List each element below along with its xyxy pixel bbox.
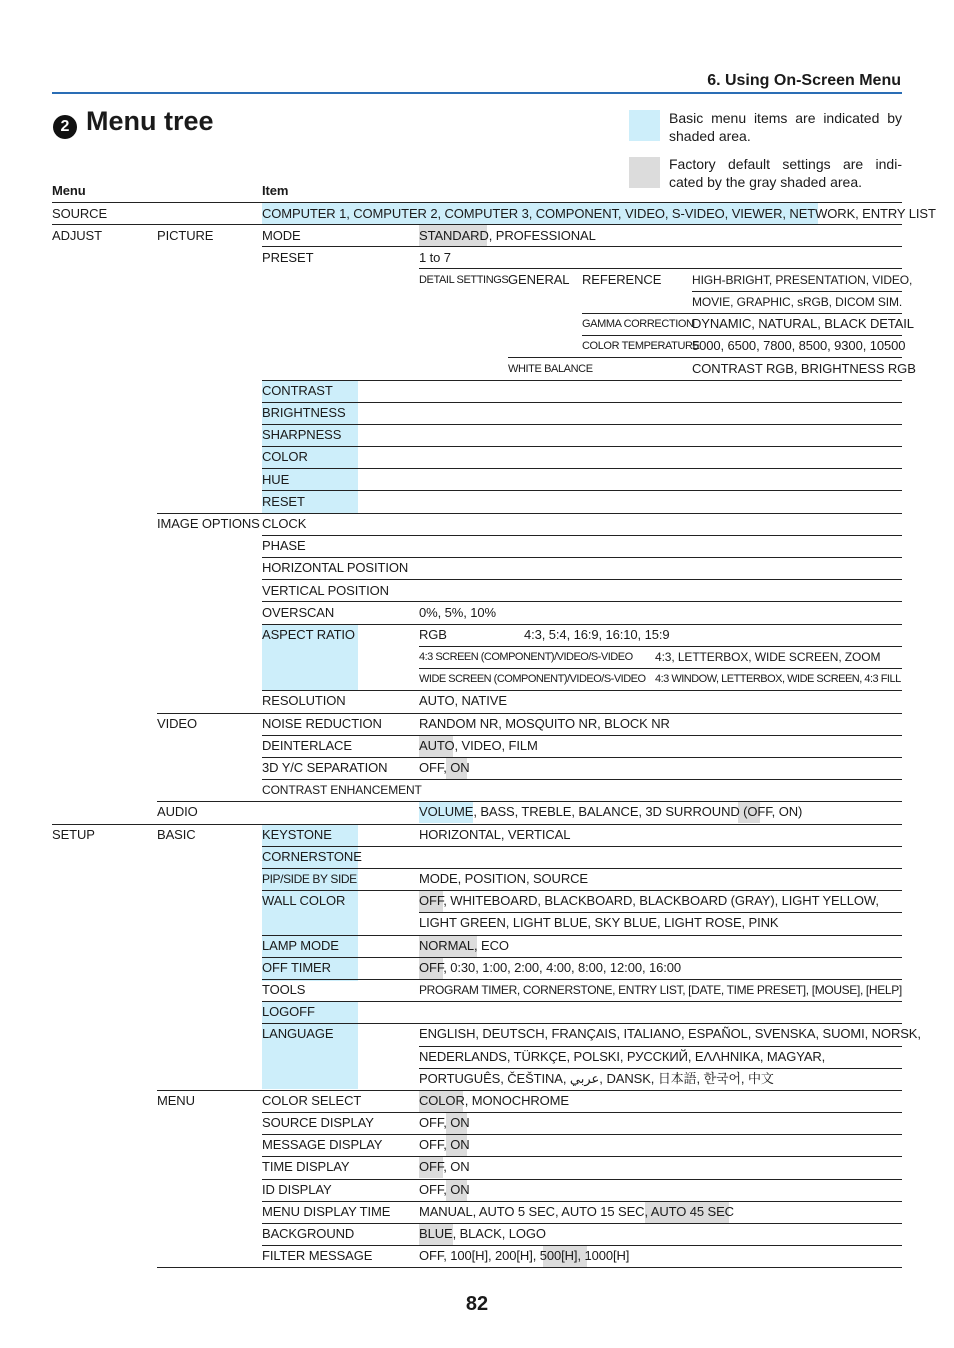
lamp-values (419, 936, 509, 956)
aspect-rgb-values: 4:3, 5:4, 16:9, 16:10, 15:9 (524, 627, 670, 642)
rule (262, 468, 902, 469)
rule (262, 935, 902, 936)
deint-auto: AUTO (419, 738, 455, 753)
rule (508, 357, 902, 358)
item-keystone: KEYSTONE (262, 827, 332, 842)
menutime-values (419, 1202, 734, 1222)
aspect-rgb: RGB (419, 627, 447, 642)
rule (52, 202, 902, 203)
item-preset: PRESET (262, 250, 314, 265)
page-title: Menu tree (86, 106, 214, 136)
lamp-eco: ECO (477, 938, 509, 953)
rule (157, 1267, 902, 1268)
background-values (419, 1224, 546, 1244)
timedisp-values (419, 1157, 470, 1177)
item-off-timer: OFF TIMER (262, 960, 331, 975)
title-number-badge (53, 115, 77, 139)
rule (419, 268, 902, 269)
white-balance: WHITE BALANCE (508, 363, 593, 375)
filter-values (419, 1246, 629, 1266)
offtimer-rest: , 0:30, 1:00, 2:00, 4:00, 8:00, 12:00, 16:00 (443, 960, 682, 975)
on-option: , ON (443, 1159, 470, 1174)
colorsel-color: COLOR (419, 1093, 465, 1108)
filter-options-b: , 1000[H] (577, 1248, 630, 1263)
rule (262, 380, 902, 381)
filter-options-a: OFF, 100[H], 200[H], (419, 1248, 540, 1263)
yc-off: OFF, (419, 760, 451, 775)
bg-blue: BLUE (419, 1226, 453, 1241)
item-3d-yc: 3D Y/C SEPARATION (262, 760, 388, 775)
mode-standard: STANDARD (419, 228, 489, 243)
col-item-header: Item (262, 183, 289, 198)
submenu-menu: MENU (157, 1093, 195, 1108)
rule (262, 490, 902, 491)
submenu-video: VIDEO (157, 716, 197, 731)
item-contrast-enhancement: CONTRAST ENHANCEMENT (262, 783, 422, 797)
noise-values: RANDOM NR, MOSQUITO NR, BLOCK NR (419, 716, 670, 731)
header-rule (52, 92, 902, 94)
rule (262, 1156, 902, 1157)
wall-values-2: LIGHT GREEN, LIGHT BLUE, SKY BLUE, LIGHT ROSE, PINK (419, 915, 779, 930)
lamp-normal: NORMAL, (419, 938, 478, 953)
deinterlace-values (419, 736, 538, 756)
off-option: OFF (419, 1159, 444, 1174)
item-color-select: COLOR SELECT (262, 1093, 362, 1108)
aspect-wide-screen: WIDE SCREEN (COMPONENT)/VIDEO/S-VIDEO (419, 673, 646, 685)
rule (262, 579, 902, 580)
rule (262, 1001, 902, 1002)
offtimer-values (419, 958, 681, 978)
legend-default-text (669, 155, 902, 191)
aspect-wide-values: 4:3 WINDOW, LETTERBOX, WIDE SCREEN, 4:3 FILL (655, 673, 901, 685)
item-contrast: CONTRAST (262, 383, 333, 398)
item-vertical-position: VERTICAL POSITION (262, 583, 389, 598)
submenu-image-options: IMAGE OPTIONS (157, 516, 260, 531)
rule (262, 1179, 902, 1180)
rule (262, 246, 902, 247)
language-values-2: NEDERLANDS, TÜRKÇE, POLSKI, РУССКИЙ, ΕΛΛΗΝΙΚΑ, MAGYAR, (419, 1049, 826, 1064)
source-items (262, 204, 936, 224)
item-color: COLOR (262, 449, 308, 464)
item-phase: PHASE (262, 538, 306, 553)
item-brightness: BRIGHTNESS (262, 405, 346, 420)
general: GENERAL (508, 272, 570, 287)
reference-values-1: HIGH-BRIGHT, PRESENTATION, VIDEO, (692, 273, 913, 287)
item-reset: RESET (262, 494, 305, 509)
menutime-options: MANUAL, AUTO 5 SEC, AUTO 15 SEC, (419, 1204, 651, 1219)
rule (262, 446, 902, 447)
item-hue: HUE (262, 472, 290, 487)
wall-rest: WHITEBOARD, BLACKBOARD, BLACKBOARD (GRAY), LIGHT YELLOW, (446, 893, 879, 908)
offtimer-off: OFF (419, 960, 444, 975)
wall-values-1 (419, 891, 879, 911)
on-option: ON (450, 1115, 470, 1130)
rule (262, 1223, 902, 1224)
item-horizontal-position: HORIZONTAL POSITION (262, 560, 409, 575)
legend-default-line1: Factory default settings are indi- (669, 156, 902, 172)
legend-blue-swatch (629, 110, 660, 141)
reference-values-2: MOVIE, GRAPHIC, sRGB, DICOM SIM. (692, 295, 903, 309)
on-option: ON (450, 1182, 470, 1197)
menutime-default: AUTO 45 SEC (650, 1204, 734, 1219)
submenu-audio: AUDIO (157, 804, 198, 819)
colorsel-mono: , MONOCHROME (464, 1093, 569, 1108)
audio-volume: VOLUME (419, 804, 474, 819)
pip-values: MODE, POSITION, SOURCE (419, 871, 588, 886)
item-wall-color: WALL COLOR (262, 893, 346, 908)
off-option: OFF, (419, 1137, 451, 1152)
srcdisp-values (419, 1113, 470, 1133)
on-option: ON (450, 1137, 470, 1152)
rule (262, 690, 902, 691)
item-background: BACKGROUND (262, 1226, 355, 1241)
color-temperature: COLOR TEMPERATURE (582, 340, 700, 352)
page-number: 82 (465, 1293, 489, 1315)
item-time-display: TIME DISPLAY (262, 1159, 350, 1174)
deint-rest: , VIDEO, FILM (454, 738, 538, 753)
legend-default-line2: cated by the gray shaded area. (669, 174, 863, 190)
mode-professional: , PROFESSIONAL (488, 228, 596, 243)
menu-setup: SETUP (52, 827, 95, 842)
title-number: 2 (60, 118, 70, 135)
legend-basic-line2: shaded area. (669, 128, 751, 144)
mode-values (419, 226, 596, 246)
item-sharpness: SHARPNESS (262, 427, 342, 442)
tools-values: PROGRAM TIMER, CORNERSTONE, ENTRY LIST, [DATE, TIME PRESET], [MOUSE], [HELP] (419, 983, 902, 997)
preset-value: 1 to 7 (419, 250, 451, 265)
colorsel-values (419, 1091, 569, 1111)
off-option: OFF, (419, 1182, 451, 1197)
item-resolution: RESOLUTION (262, 693, 346, 708)
source-list: COMPUTER 1, COMPUTER 2, COMPUTER 3, COMPONENT, VIDEO, S-VIDEO, VIEWER, NETWORK (262, 206, 856, 221)
section-title: 6. Using On-Screen Menu (707, 72, 901, 89)
source-entry-list: , ENTRY LIST (855, 206, 936, 221)
iddisp-values (419, 1180, 470, 1200)
legend-basic-text (669, 109, 902, 145)
white-balance-values: CONTRAST RGB, BRIGHTNESS RGB (692, 361, 916, 376)
submenu-basic: BASIC (157, 827, 196, 842)
item-deinterlace: DEINTERLACE (262, 738, 352, 753)
aspect-43-screen: 4:3 SCREEN (COMPONENT)/VIDEO/S-VIDEO (419, 651, 633, 663)
off-option: OFF, (419, 1115, 451, 1130)
item-message-display: MESSAGE DISPLAY (262, 1137, 383, 1152)
legend-basic-line1: Basic menu items are indicated by (669, 110, 902, 126)
item-tools: TOOLS (262, 982, 306, 997)
audio-off: OFF (747, 804, 772, 819)
rule (262, 424, 902, 425)
item-lamp-mode: LAMP MODE (262, 938, 339, 953)
audio-values (419, 802, 802, 822)
audio-items: , BASS, TREBLE, BALANCE, 3D SURROUND ( (473, 804, 748, 819)
yc-on: ON (450, 760, 470, 775)
rule (262, 735, 902, 736)
wall-off: OFF, (419, 893, 447, 908)
rule (52, 224, 902, 225)
detail-settings: DETAIL SETTINGS (419, 274, 509, 286)
legend-gray-swatch (629, 157, 660, 188)
item-noise-reduction: NOISE REDUCTION (262, 716, 382, 731)
item-menu-display-time: MENU DISPLAY TIME (262, 1204, 391, 1219)
item-id-display: ID DISPLAY (262, 1182, 332, 1197)
rule (262, 535, 902, 536)
aspect-43-values: 4:3, LETTERBOX, WIDE SCREEN, ZOOM (655, 650, 881, 664)
bg-rest: , BLACK, LOGO (452, 1226, 546, 1241)
rule (262, 402, 902, 403)
yc-values (419, 758, 470, 778)
rule (262, 601, 902, 602)
item-clock: CLOCK (262, 516, 307, 531)
menu-source: SOURCE (52, 206, 108, 221)
item-mode: MODE (262, 228, 301, 243)
menu-adjust: ADJUST (52, 228, 102, 243)
item-aspect-ratio: ASPECT RATIO (262, 627, 355, 642)
col-menu-header: Menu (52, 183, 86, 198)
gamma-correction: GAMMA CORRECTION (582, 318, 694, 330)
msgdisp-values (419, 1135, 470, 1155)
gamma-values: DYNAMIC, NATURAL, BLACK DETAIL (692, 316, 914, 331)
keystone-values: HORIZONTAL, VERTICAL (419, 827, 571, 842)
item-source-display: SOURCE DISPLAY (262, 1115, 374, 1130)
audio-end: , ON) (771, 804, 803, 819)
item-pip: PIP/SIDE BY SIDE (262, 872, 357, 886)
item-cornerstone: CORNERSTONE (262, 849, 362, 864)
resolution-values: AUTO, NATIVE (419, 693, 507, 708)
overscan-values: 0%, 5%, 10% (419, 605, 496, 620)
language-values-1: ENGLISH, DEUTSCH, FRANÇAIS, ITALIANO, ESPAÑOL, SVENSKA, SUOMI, NORSK, (419, 1026, 921, 1041)
language-values-3: PORTUGUÊS, ČEŠTINA, عربي, DANSK, 日本語, 한국어, 中文 (419, 1071, 774, 1086)
item-overscan: OVERSCAN (262, 605, 335, 620)
item-logoff: LOGOFF (262, 1004, 315, 1019)
color-temperature-values: 5000, 6500, 7800, 8500, 9300, 10500 (692, 338, 906, 353)
item-language: LANGUAGE (262, 1026, 334, 1041)
reference: REFERENCE (582, 272, 662, 287)
item-filter-message: FILTER MESSAGE (262, 1248, 373, 1263)
submenu-picture: PICTURE (157, 228, 214, 243)
filter-default: 500[H] (539, 1248, 578, 1263)
